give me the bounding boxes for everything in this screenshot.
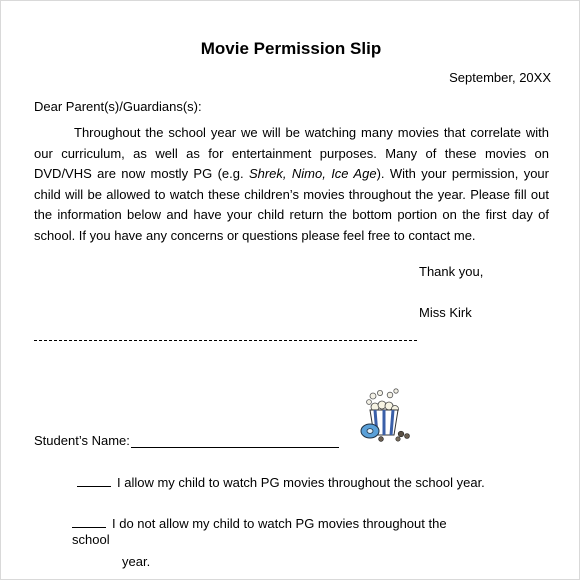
student-name-label: Student’s Name:	[34, 433, 130, 448]
allow-option	[77, 474, 485, 491]
student-name-blank[interactable]	[131, 433, 339, 448]
document-title: Movie Permission Slip	[200, 39, 382, 58]
disallow-option-text: I do not allow my child to watch PG movies throughout the school	[72, 516, 447, 547]
letter-date: September, 20XX	[449, 70, 551, 85]
cut-line-divider	[34, 340, 417, 341]
closing: Thank you,	[419, 264, 484, 279]
student-name-row	[34, 433, 339, 448]
signature: Miss Kirk	[419, 305, 472, 320]
popcorn-icon	[357, 387, 415, 445]
salutation: Dear Parent(s)/Guardians(s):	[34, 99, 202, 114]
allow-option-text: I allow my child to watch PG movies throughout the school year.	[117, 475, 485, 490]
disallow-option	[72, 515, 472, 570]
movie-examples: Shrek, Nimo, Ice Age	[248, 166, 377, 181]
disallow-option-text-continued: year.	[122, 554, 151, 569]
body-text-part1: Throughout the school year we will be watching many movies that correlate with our curriculum, as well as for entertainment purposes. Many of these movies on DVD/VHS are now mostly PG (e.g.	[34, 125, 549, 181]
disallow-checkmark-blank[interactable]	[72, 515, 106, 528]
allow-checkmark-blank[interactable]	[77, 474, 111, 487]
letter-body	[34, 123, 549, 246]
body-text-part2: ). With your permission, your child will be allowed to watch these children’s movies throughout the year. Please fill out the information below and have your child return the bottom portion on the first day of school. If you have any concerns or questions please feel free to contact me.	[34, 166, 549, 243]
